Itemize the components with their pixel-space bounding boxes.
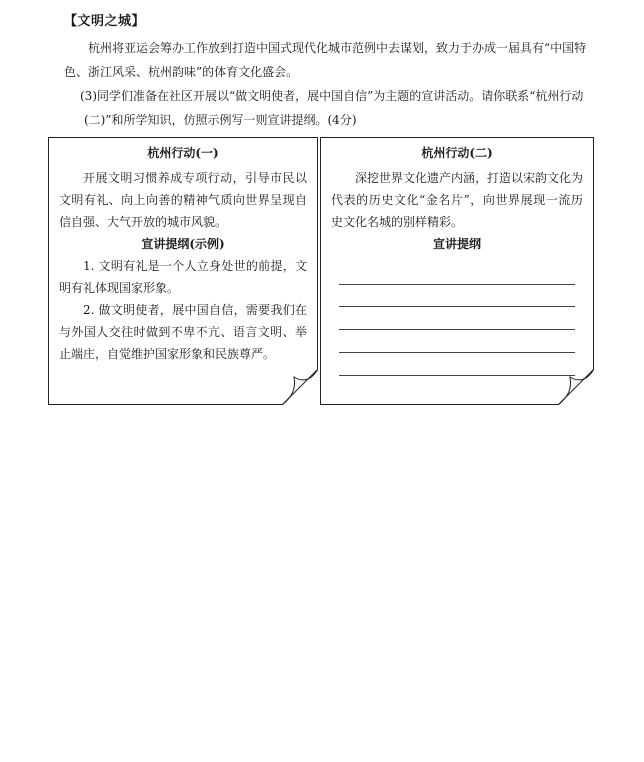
answer-line[interactable] <box>339 329 575 330</box>
hangzhou-action-1-card <box>48 137 318 405</box>
question-paragraph: (3)同学们准备在社区开展以“做文明使者，展中国自信”为主题的宣讲活动。请你联系“杭州行动(二)”和所学知识，仿照示例写一则宣讲提纲。(4分) <box>80 89 584 127</box>
card2-subtitle: 宣讲提纲 <box>432 237 481 251</box>
card1-point-2: 2. 做文明使者，展中国自信，需要我们在与外国人交往时做到不卑不亢、语言文明、举止端庄，自觉维护国家形象和民族尊严。 <box>59 303 307 361</box>
card1-point-1: 1. 文明有礼是一个人立身处世的前提，文明有礼体现国家形象。 <box>59 259 307 295</box>
answer-line[interactable] <box>339 306 575 307</box>
intro-paragraph: 杭州将亚运会筹办工作放到打造中国式现代化城市范例中去谋划，致力于办成一届具有“中国特色、浙江风采、杭州韵味”的体育文化盛会。 <box>64 41 587 79</box>
hangzhou-action-2-card <box>320 137 594 405</box>
answer-line[interactable] <box>339 375 575 376</box>
card1-title: 杭州行动(一) <box>147 146 219 160</box>
answer-line[interactable] <box>339 284 575 285</box>
page-curl-icon <box>558 369 594 405</box>
card1-subtitle: 宣讲提纲(示例) <box>141 237 225 251</box>
section-title: 【文明之城】 <box>64 14 146 29</box>
page-curl-icon <box>282 369 318 405</box>
card2-text: 深挖世界文化遗产内涵，打造以宋韵文化为代表的历史文化“金名片”，向世界展现一流历史文化名城的别样精彩。 <box>331 171 584 229</box>
answer-line[interactable] <box>339 352 575 353</box>
card2-title: 杭州行动(二) <box>421 146 493 160</box>
card1-text: 开展文明习惯养成专项行动，引导市民以文明有礼、向上向善的精神气质向世界呈现自信自强、大气开放的城市风貌。 <box>59 171 307 229</box>
